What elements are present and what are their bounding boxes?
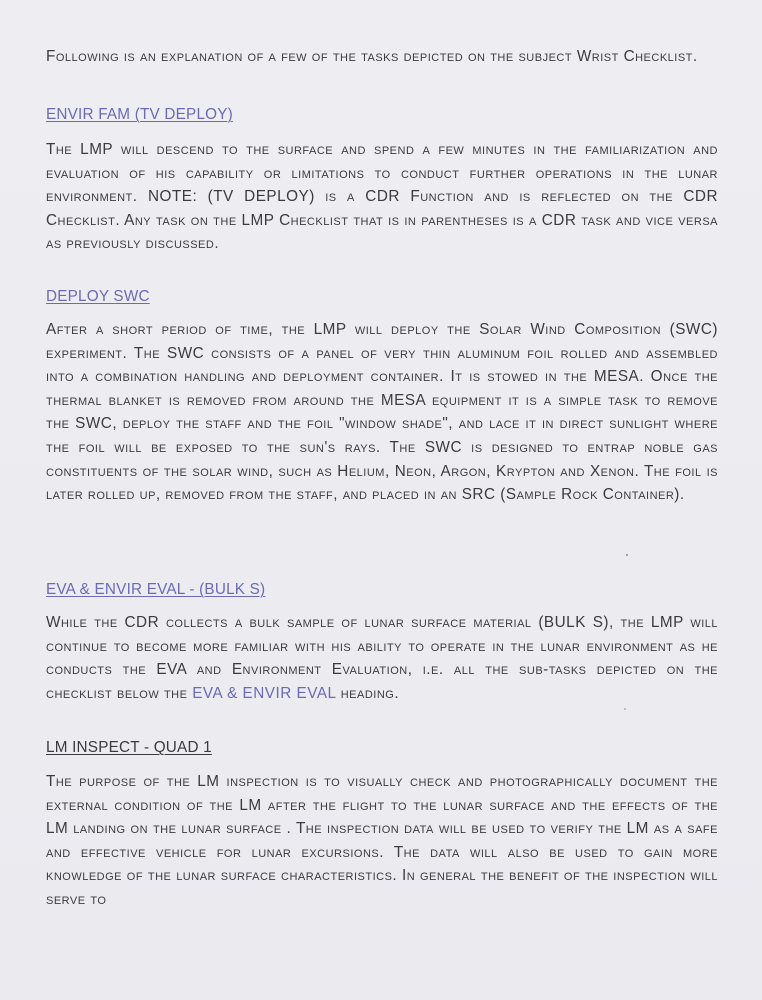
section-heading-eva-envir-eval: EVA & ENVIR EVAL - (BULK S) [46, 581, 266, 598]
paper-speck [624, 708, 626, 710]
section-heading-deploy-swc: DEPLOY SWC [46, 288, 150, 305]
eva-body-tail: heading. [340, 684, 400, 702]
eva-body-text: While the CDR collects a bulk sample of lunar surface material (BULK S), the LMP will continue to become more familiar with his ability to operate in the lunar environment as he conducts the EVA and Environment Evaluation, i.e. all the sub-tasks depicted on the checklist below the [46, 614, 718, 702]
paper-speck [626, 554, 628, 556]
section-body-lm-inspect: The purpose of the LM inspection is to visually check and photographically document the external condition of the LM after the flight to the lunar surface and the effects of the LM landing on the lunar surface . The inspection data will be used to verify the LM as a safe and effective vehicle for lunar excursions. The data will also be used to gain more knowledge of the lunar surface characteristics. In general the benefit of the inspection will serve to [46, 773, 718, 908]
section-heading-lm-inspect: LM INSPECT - QUAD 1 [46, 739, 212, 756]
section-heading-envir-fam: ENVIR FAM (TV DEPLOY) [46, 106, 233, 123]
section-body-eva-envir-eval [46, 611, 718, 705]
intro-paragraph: Following is an explanation of a few of the tasks depicted on the subject Wrist Checklist. [46, 48, 698, 65]
section-body-deploy-swc: After a short period of time, the LMP will deploy the Solar Wind Composition (SWC) experiment. The SWC consists of a panel of very thin aluminum foil rolled and assembled into a combination handling and deployment container. It is stowed in the MESA. Once the thermal blanket is removed from around the MESA equipment it is a simple task to remove the SWC, deploy the staff and the foil "window shade", and lace it in direct sunlight where the foil will be exposed to the sun's rays. The SWC is designed to entrap noble gas constituents of the solar wind, such as Helium, Neon, Argon, Krypton and Xenon. The foil is later rolled up, removed from the staff, and placed in an SRC (Sample Rock Container). [46, 321, 718, 504]
eva-body-highlight: EVA & ENVIR EVAL [192, 684, 336, 702]
section-body-envir-fam: The LMP will descend to the surface and spend a few minutes in the familiarization and evaluation of his capability or limitations to conduct further operations in the lunar environment. NOTE: (TV DEPLOY) is a CDR Function and is reflected on the CDR Checklist. Any task on the LMP Checklist that is in parentheses is a CDR task and vice versa as previously discussed. [46, 141, 718, 253]
